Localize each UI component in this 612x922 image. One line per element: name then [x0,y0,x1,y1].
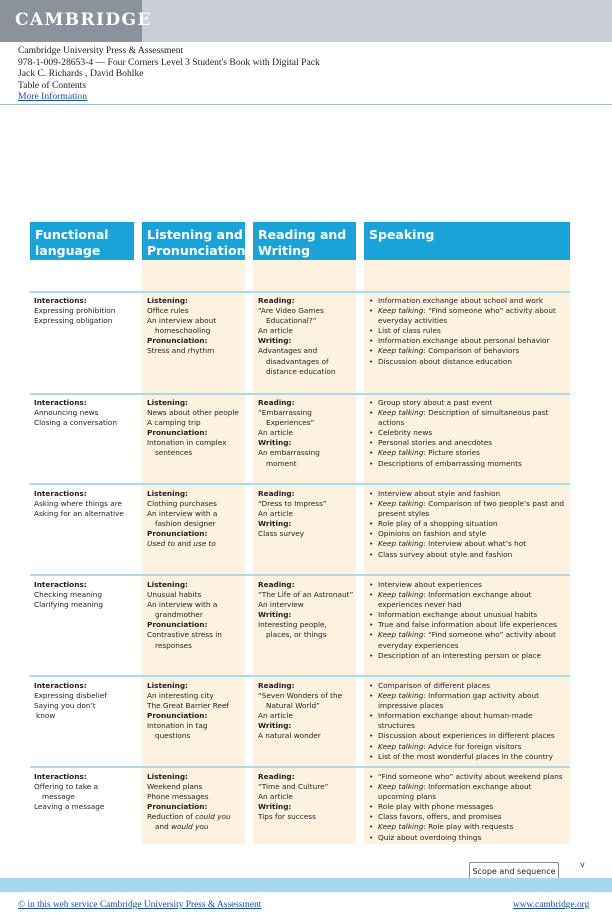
cell-line: Interesting people, [258,620,327,630]
keep-talking-label: Keep talking [378,630,424,640]
speaking-item [369,550,569,560]
item-text-continued: impressive places [378,701,444,711]
speaking-item [369,346,569,356]
row-divider [30,675,570,677]
item-text: List of the most wonderful places in the country [378,751,553,761]
italic-term: Used to [147,539,175,549]
cell-heading: Reading: [258,580,295,589]
cell-line: Educational?” [266,316,317,326]
item-text-continued: everyday experiences [378,640,459,650]
header-reading-writing: Reading and Writing [253,222,356,260]
cambridge-website-link[interactable]: www.cambridge.org [513,900,590,910]
cell-line: “The Life of an Astronaut” [258,590,354,600]
speaking-item [369,822,569,832]
cell-line: “Time and Culture” [258,782,329,792]
speaking-item [369,519,569,529]
speaking-cell [369,580,569,661]
reading-cell [258,398,356,469]
item-text: List of class rules [378,326,441,336]
item-text: Descriptions of embarrassing moments [378,458,522,468]
speaking-item [369,529,569,539]
cell-line: “Seven Wonders of the [258,691,343,701]
item-text: Celebrity news [378,428,433,438]
cell-line: Expressing disbelief [34,691,107,701]
more-information-link[interactable]: More Information [18,91,88,103]
item-text: Group story about a past event [378,398,493,407]
cell-line: An article [258,792,293,802]
header-speaking: Speaking [364,222,570,260]
item-text: : Information gap activity about [423,691,539,701]
keep-talking-label: Keep talking [378,590,424,600]
keep-talking-label: Keep talking [378,741,424,751]
speaking-cell [369,772,569,843]
cell-line: The Great Barrier Reef [147,701,230,711]
cell-line: An article [258,326,293,336]
speaking-item [369,580,569,590]
cell-heading: Reading: [258,681,295,690]
cell-line: Leaving a message [34,802,105,812]
cell-line: An interview [258,600,304,610]
cell-heading: Writing: [258,336,292,346]
cell-line: Reduction of could you [147,812,231,822]
speaking-list [369,580,569,661]
speaking-cell [369,681,569,762]
cell-line: An article [258,509,293,519]
speaking-list [369,398,569,469]
item-text: Interview about experiences [378,580,482,589]
cell-line: Tips for success [258,812,316,822]
item-text: Quiz about overdoing things [378,832,482,842]
header-rule [0,104,612,105]
keep-talking-label: Keep talking [378,306,424,316]
cell-heading: Writing: [258,802,292,812]
speaking-item [369,681,569,691]
speaking-item [369,336,569,346]
cell-heading: Listening: [147,489,188,498]
italic-term: use to [193,539,216,549]
item-text: : Information exchange about [423,590,532,600]
functional-language-cell [34,580,138,610]
cell-line: Unusual habits [147,590,202,600]
cell-line: homeschooling [155,326,211,336]
cell-line: Experiences” [266,418,315,428]
reading-cell [258,580,356,641]
speaking-item [369,438,569,448]
keep-talking-label: Keep talking [378,346,424,356]
cell-heading: Pronunciation: [147,336,208,346]
speaking-item [369,772,569,782]
speaking-item [369,651,569,661]
cell-line: responses [155,640,192,650]
item-text: Role play with phone messages [378,802,494,812]
header-functional-language: Functional language [30,222,134,260]
item-text: : Interview about what’s hot [423,539,527,549]
cell-line: An article [258,711,293,721]
speaking-item [369,428,569,438]
reading-cell [258,772,356,822]
cell-heading: Writing: [258,519,292,529]
item-text: : Advice for foreign visitors [423,741,522,751]
publisher: Cambridge University Press & Assessment [18,45,184,56]
scope-and-sequence-button[interactable]: Scope and sequence [469,862,559,880]
footer-band [0,878,612,892]
cell-line: An interesting city [147,691,214,701]
speaking-list [369,681,569,762]
row-divider [30,766,570,768]
item-text: : “Find someone who” activity about [423,306,556,316]
item-text-continued: actions [378,418,405,428]
cell-line: Asking where things are [34,499,123,509]
row-divider [30,291,570,293]
cell-line: An interview about [147,316,217,326]
reading-cell [258,681,356,742]
speaking-item [369,691,569,711]
cell-line: Announcing news [34,408,99,418]
row-divider [30,393,570,395]
cell-heading: Reading: [258,398,295,407]
item-text-continued: present styles [378,509,430,519]
listening-cell [147,398,245,459]
speaking-item [369,620,569,630]
cell-line: Closing a conversation [34,418,117,428]
authors: Jack C. Richards , David Bohlke [18,68,144,80]
cell-heading: Interactions: [34,681,87,690]
speaking-cell [369,489,569,560]
cell-line: An embarrassing [258,448,320,458]
keep-talking-label: Keep talking [378,822,424,832]
speaking-item [369,499,569,519]
cell-heading: Interactions: [34,580,87,589]
item-text: True and false information about life experiences [378,620,558,630]
speaking-item [369,752,569,762]
book-info [18,45,320,103]
cell-heading: Pronunciation: [147,802,208,812]
cell-line: Natural World” [266,701,320,711]
cell-line: “Dress to Impress” [258,499,327,509]
cell-line: disadvantages of [266,356,329,366]
cell-line: Expressing prohibition [34,306,116,316]
item-text: : “Find someone who” activity about [423,630,556,640]
functional-language-cell [34,681,138,721]
listening-cell [147,580,245,651]
row-divider [30,574,570,576]
cell-line: Asking for an alternative [34,509,124,519]
cell-line: moment [266,458,297,468]
item-text: : Description of simultaneous past [423,408,549,418]
cell-line: Offering to take a [34,782,99,792]
cell-text: and [174,539,194,549]
cell-line: Intonation in tag [147,721,208,731]
speaking-cell [369,398,569,469]
item-text: : Role play with requests [423,822,514,832]
speaking-cell [369,296,569,367]
functional-language-cell [34,398,138,428]
listening-cell [147,489,245,550]
speaking-list [369,772,569,843]
keep-talking-label: Keep talking [378,539,424,549]
cell-line: An interview with a [147,600,218,610]
cell-line: Office rules [147,306,189,316]
speaking-item [369,802,569,812]
keep-talking-label: Keep talking [378,499,424,509]
cell-heading: Reading: [258,296,295,305]
listening-cell [147,296,245,357]
item-text: Discussion about experiences in different places [378,731,555,741]
item-text: Personal stories and anecdotes [378,438,492,448]
header-listening-pronunciation: Listening and Pronunciation [142,222,245,260]
cell-heading: Writing: [258,438,292,448]
speaking-item [369,448,569,458]
speaking-item [369,296,569,306]
speaking-item [369,357,569,367]
item-text: Discussion about distance education [378,356,512,366]
item-text: : Picture stories [423,448,480,458]
cell-heading: Listening: [147,296,188,305]
page-number: v [580,860,585,869]
item-text: Information exchange about personal behavior [378,336,550,346]
cell-line: Intonation in complex [147,438,227,448]
cell-line: fashion designer [155,519,216,529]
cell-heading: Interactions: [34,772,87,781]
item-text: “Find someone who” activity about weekend plans [378,772,563,781]
keep-talking-label: Keep talking [378,408,424,418]
cell-line: Expressing obligation [34,316,113,326]
functional-language-cell [34,489,138,519]
cell-line: An interview with a [147,509,218,519]
cambridge-logo: CAMBRIDGE [15,10,152,30]
speaking-item [369,489,569,499]
cell-line: A natural wonder [258,731,321,741]
cell-heading: Writing: [258,721,292,731]
cell-line: An article [258,428,293,438]
cell-line: Advantages and [258,346,318,356]
cell-heading: Pronunciation: [147,711,208,721]
cell-line: places, or things [266,630,327,640]
cell-heading: Pronunciation: [147,428,208,438]
item-text: : Comparison of behaviors [423,346,520,356]
cell-line: Saying you don’t [34,701,96,711]
cell-heading: Pronunciation: [147,620,208,630]
italic-term: would you [171,822,209,832]
cell-line: and would you [155,822,209,832]
cell-line: Class survey [258,529,305,539]
cell-line: “Are Video Games [258,306,324,316]
listening-cell [147,681,245,742]
section-label: Table of Contents [18,79,87,91]
cell-line: questions [155,731,191,741]
cell-line: Phone messages [147,792,209,802]
speaking-item [369,459,569,469]
keep-talking-label: Keep talking [378,448,424,458]
item-text: Comparison of different places [378,681,491,690]
cell-line: A camping trip [147,418,201,428]
speaking-item [369,782,569,802]
item-text: Opinions on fashion and style [378,529,487,539]
item-text-continued: everyday activities [378,316,448,326]
functional-language-cell [34,772,138,812]
keep-talking-label: Keep talking [378,782,424,792]
speaking-item [369,539,569,549]
item-text: Interview about style and fashion [378,489,501,498]
speaking-list [369,489,569,560]
speaking-item [369,833,569,843]
item-text-continued: experiences never had [378,600,462,610]
speaking-item [369,630,569,650]
cell-line: Weekend plans [147,782,203,792]
cell-heading: Reading: [258,772,295,781]
cell-heading: Interactions: [34,398,87,407]
item-text: : Information exchange about [423,782,532,792]
cell-line: sentences [155,448,193,458]
speaking-item [369,408,569,428]
cell-line: Contrastive stress in [147,630,222,640]
cell-heading: Writing: [258,610,292,620]
item-text: Class favors, offers, and promises [378,812,502,822]
speaking-item [369,742,569,752]
reading-cell [258,296,356,377]
cell-line: “Embarrassing [258,408,312,418]
cell-heading: Listening: [147,772,188,781]
cell-heading: Reading: [258,489,295,498]
item-text: Description of an interesting person or place [378,650,541,660]
book-title: 978-1-009-28653-4 — Four Corners Level 3 Student's Book with Digital Pack [18,56,320,68]
speaking-item [369,711,569,731]
row-divider [30,483,570,485]
cell-heading: Pronunciation: [147,529,208,539]
cell-line [147,539,245,549]
item-text: Information exchange about human-made structures [378,711,533,731]
item-text: Information exchange about unusual habits [378,610,538,620]
keep-talking-label: Keep talking [378,691,424,701]
speaking-item [369,306,569,326]
item-text-continued: upcoming plans [378,792,437,802]
item-text: : Comparison of two people’s past and [423,499,565,509]
cell-heading: Listening: [147,580,188,589]
cell-heading: Interactions: [34,489,87,498]
cell-line: message [42,792,75,802]
cell-line: know [36,711,56,721]
speaking-item [369,610,569,620]
speaking-item [369,326,569,336]
copyright-link[interactable]: © in this web service Cambridge University Press & Assessment [18,900,262,910]
speaking-item [369,398,569,408]
item-text: Information exchange about school and work [378,296,544,305]
cell-line: Checking meaning [34,590,103,600]
speaking-item [369,812,569,822]
cell-line: Clarifying meaning [34,600,103,610]
listening-cell [147,772,245,833]
item-text: Class survey about style and fashion [378,549,513,559]
speaking-item [369,590,569,610]
cell-line: Stress and rhythm [147,346,215,356]
cell-heading: Listening: [147,681,188,690]
speaking-item [369,731,569,741]
cell-line: distance education [266,366,336,376]
cell-line: grandmother [155,610,203,620]
functional-language-cell [34,296,138,326]
cell-heading: Interactions: [34,296,87,305]
reading-cell [258,489,356,539]
speaking-list [369,296,569,367]
item-text: Role play of a shopping situation [378,519,498,529]
cell-line: News about other people [147,408,239,418]
italic-term: could you [195,812,231,822]
cell-line: Clothing purchases [147,499,217,509]
cell-heading: Listening: [147,398,188,407]
